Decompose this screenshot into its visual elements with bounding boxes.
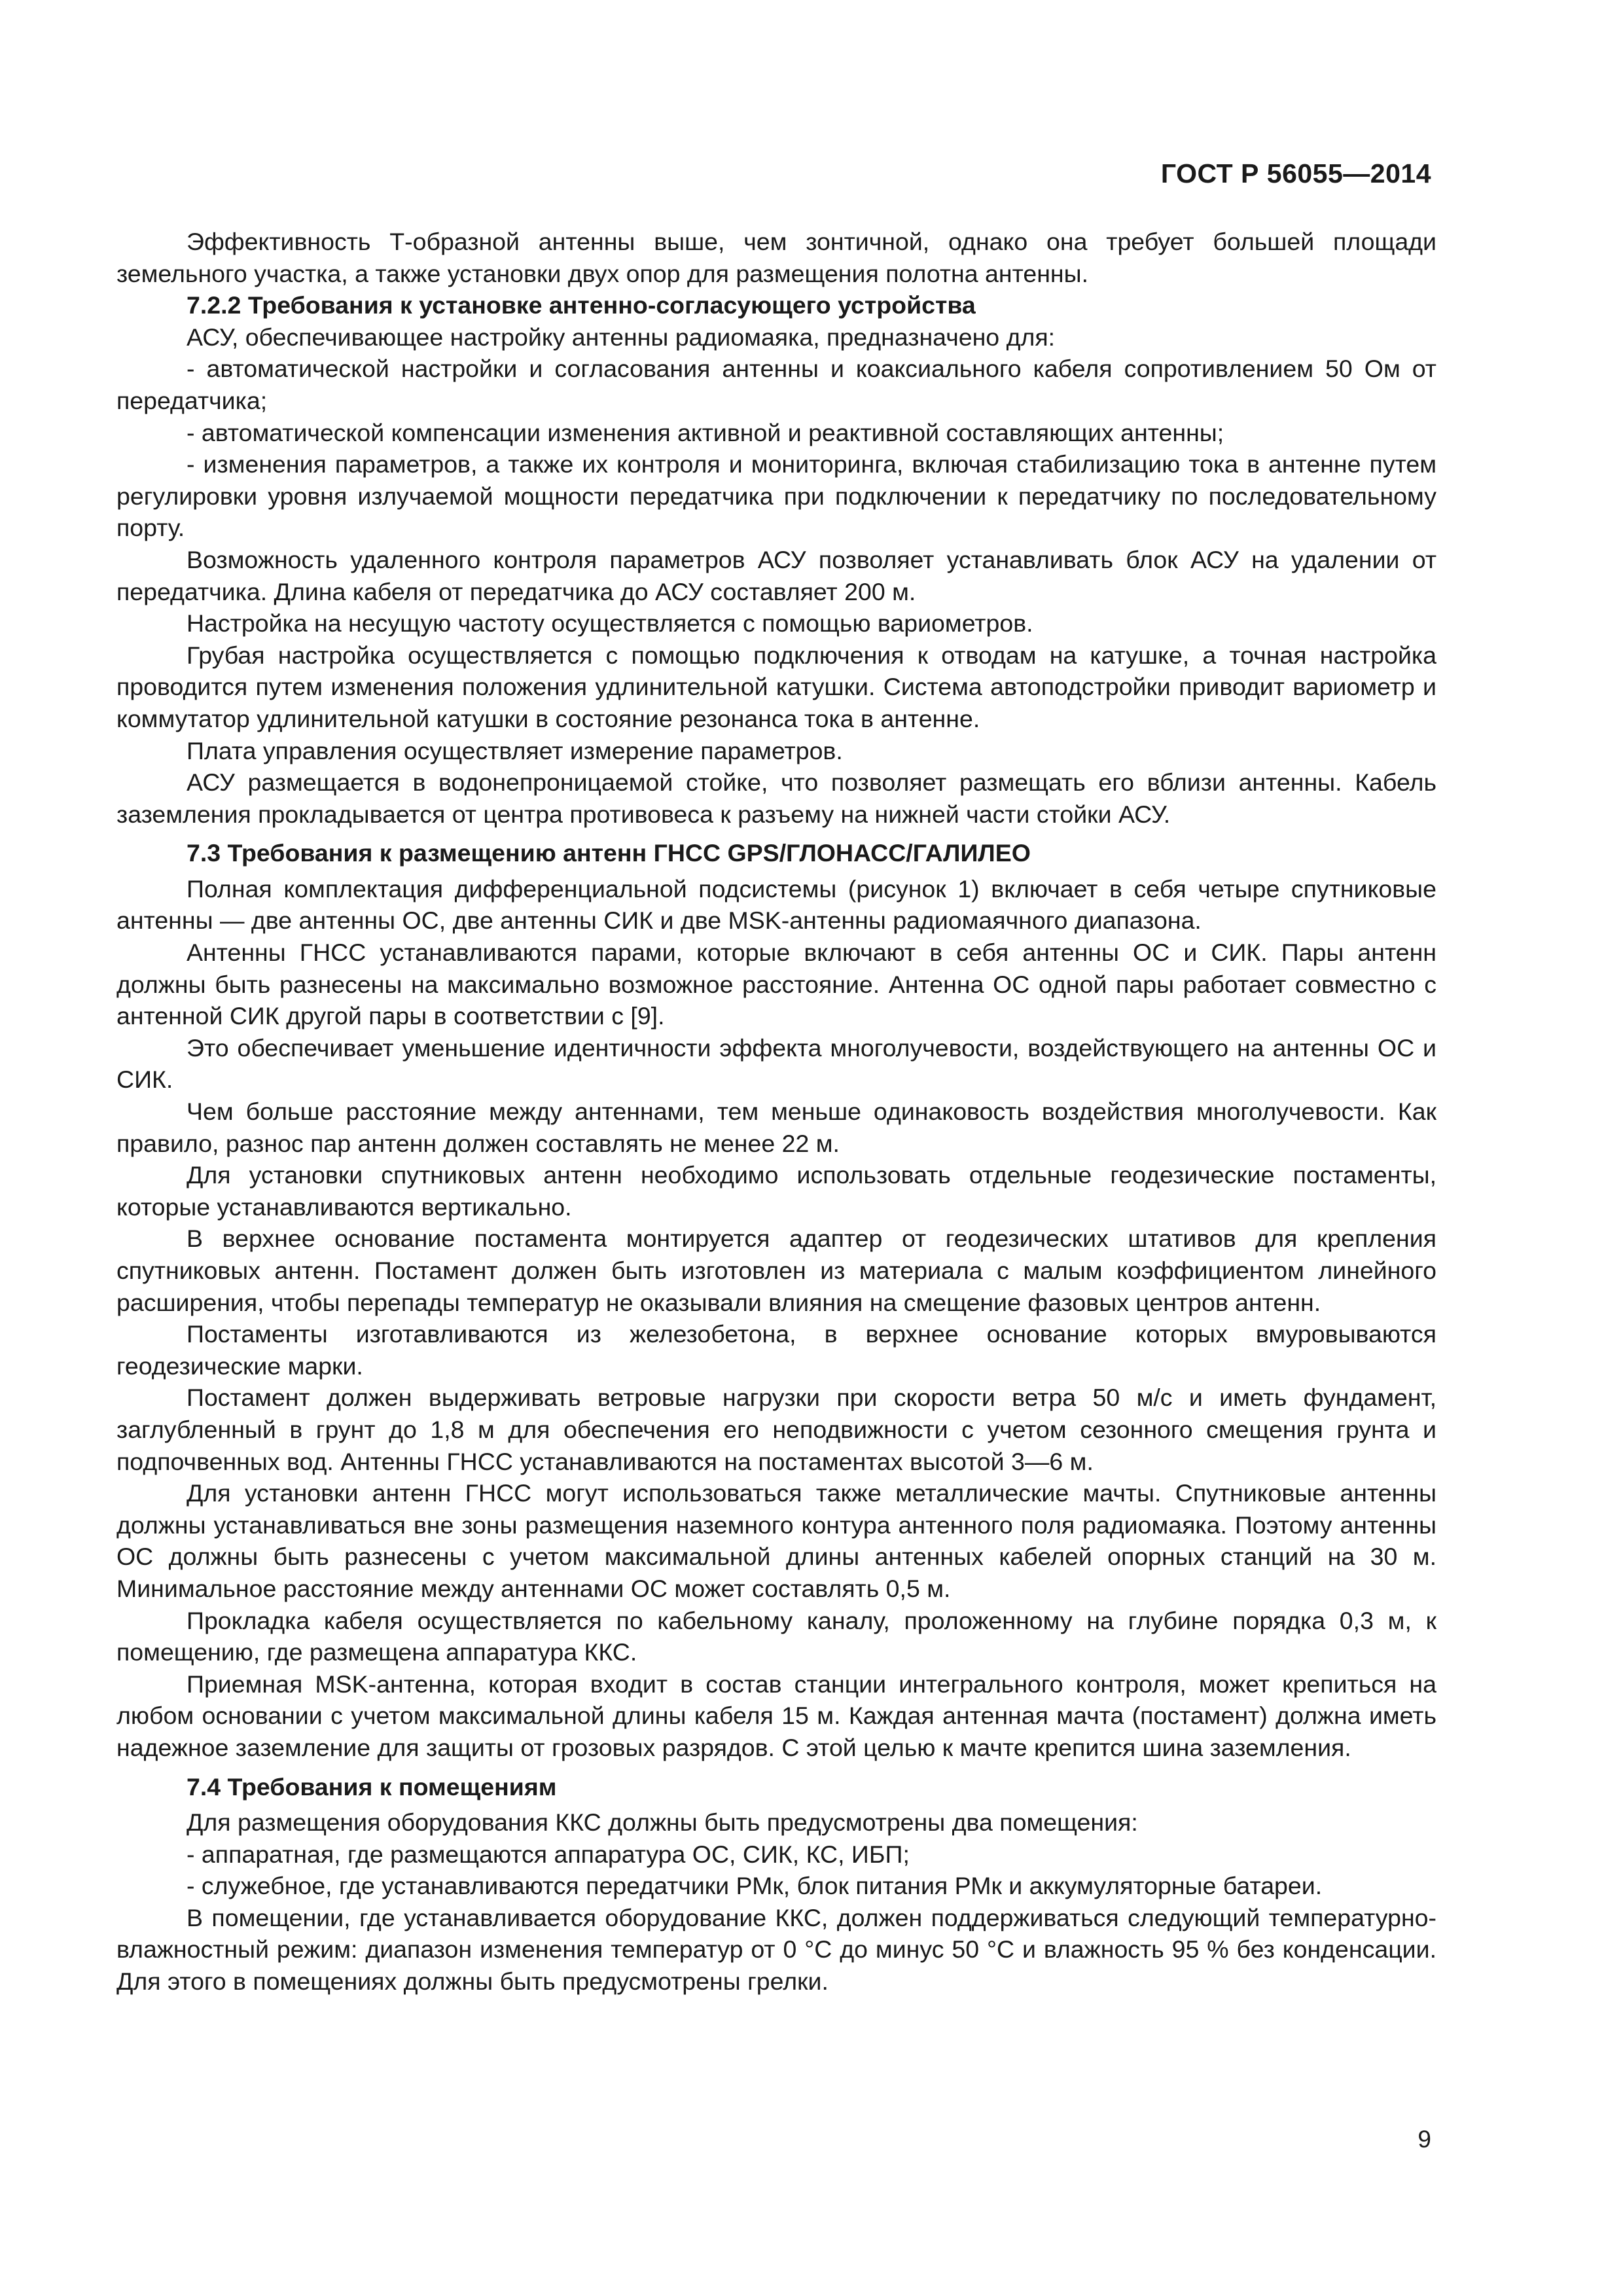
paragraph: Прокладка кабеля осуществляется по кабельному каналу, проложенному на глубине порядка 0,3 м, к помещению, где размещена аппаратура ККС. [116,1606,1436,1666]
paragraph: Антенны ГНСС устанавливаются парами, которые включают в себя антенны ОС и СИК. Пары антенн должны быть разнесены на максимально возможное расстояние. Антенна ОС одной пары работает совместно с антенной СИК другой пары в соответствии с [9]. [116,939,1436,1030]
paragraph: АСУ размещается в водонепроницаемой стойке, что позволяет размещать его вблизи антенны. Кабель заземления прокладывается от центра противовеса к разъему на нижней части стойки АСУ. [116,768,1436,828]
list-item: - служебное, где устанавливаются передатчики РМк, блок питания РМк и аккумуляторные батареи. [187,1872,1323,1900]
paragraph: Для установки антенн ГНСС могут использоваться также металлические мачты. Спутниковые антенны должны устанавливаться вне зоны размещения наземного контура антенного поля радиомаяка. Поэтому антенны ОС должны быть разнесены с учетом максимальной длины антенных кабелей опорных станций на 30 м. Минимальное расстояние между антеннами ОС может составлять 0,5 м. [116,1479,1436,1602]
list-item: - автоматической настройки и согласования антенны и коаксиального кабеля сопротивлением 50 Ом от передатчика; [116,355,1436,414]
paragraph: Постамент должен выдерживать ветровые нагрузки при скорости ветра 50 м/с и иметь фундамент, заглубленный в грунт до 1,8 м для обеспечения его неподвижности с учетом сезонного смещения грунта и подпочвенных вод. Антенны ГНСС устанавливаются на постаментах высотой 3—6 м. [116,1384,1436,1475]
section-heading-7-4: 7.4 Требования к помещениям [187,1772,557,1801]
paragraph: В помещении, где устанавливается оборудование ККС, должен поддерживаться следующий температурно-влажностный режим: диапазон изменения температур от 0 °С до минус 50 °С и влажность 95 % без конденсации. Для этого в помещениях должны быть предусмотрены грелки. [116,1903,1436,1996]
paragraph: Чем больше расстояние между антеннами, тем меньше одинаковость воздействия многолучевости. Как правило, разнос пар антенн должен составлять не менее 22 м. [116,1098,1436,1157]
paragraph: В верхнее основание постамента монтируется адаптер от геодезических штативов для крепления спутниковых антенн. Постамент должен быть изготовлен из материала с малым коэффициентом линейного расширения, чтобы перепады температур не оказывали влияния на смещение фазовых центров антенн. [116,1225,1436,1316]
paragraph: Приемная MSK-антенна, которая входит в состав станции интегрального контроля, может крепиться на любом основании с учетом максимальной длины кабеля 15 м. Каждая антенная мачта (постамент) должна иметь надежное заземление для защиты от грозовых разрядов. С этой целью к мачте крепится шина заземления. [116,1670,1436,1761]
paragraph: Постаменты изготавливаются из железобетона, в верхнее основание которых вмуровываются геодезические марки. [116,1320,1436,1380]
page-number: 9 [1418,2126,1431,2153]
paragraph: Полная комплектация дифференциальной подсистемы (рисунок 1) включает в себя четыре спутниковые антенны — две антенны ОС, две антенны СИК и две MSK-антенны радиомаячного диапазона. [116,874,1436,935]
paragraph: Это обеспечивает уменьшение идентичности эффекта многолучевости, воздействующего на антенны ОС и СИК. [116,1033,1436,1094]
paragraph: Возможность удаленного контроля параметров АСУ позволяет устанавливать блок АСУ на удалении от передатчика. Длина кабеля от передатчика до АСУ составляет 200 м. [116,545,1436,605]
paragraph: Плата управления осуществляет измерение параметров. [187,736,843,764]
paragraph: Грубая настройка осуществляется с помощью подключения к отводам на катушке, а точная настройка проводится путем изменения положения удлинительной катушки. Система автоподстройки приводит вариометр и коммутатор удлинительной катушки в состояние резонанса тока в антенне. [116,641,1436,732]
section-heading-7-2-2: 7.2.2 Требования к установке антенно-согласующего устройства [187,291,976,319]
list-item: - аппаратная, где размещаются аппаратура ОС, СИК, КС, ИБП; [187,1840,910,1868]
paragraph: Для размещения оборудования ККС должны быть предусмотрены два помещения: [187,1808,1138,1837]
section-heading-7-3: 7.3 Требования к размещению антенн ГНСС GPS/ГЛОНАСС/ГАЛИЛЕО [187,839,1031,867]
paragraph: АСУ, обеспечивающее настройку антенны радиомаяка, предназначено для: [187,323,1056,351]
document-header-gost-id: ГОСТ Р 56055—2014 [1160,158,1431,188]
paragraph: Для установки спутниковых антенн необходимо использовать отдельные геодезические постаменты, которые устанавливаются вертикально. [116,1161,1436,1221]
list-item: - изменения параметров, а также их контроля и мониторинга, включая стабилизацию тока в антенне путем регулировки уровня излучаемой мощности передатчика при подключении к передатчику по последовательному порту. [116,450,1436,542]
paragraph: Настройка на несущую частоту осуществляется с помощью вариометров. [187,609,1033,637]
document-body [116,226,1436,1998]
list-item: - автоматической компенсации изменения активной и реактивной составляющих антенны; [187,418,1224,446]
paragraph: Эффективность Т-образной антенны выше, чем зонтичной, однако она требует большей площади земельного участка, а также установки двух опор для размещения полотна антенны. [116,228,1436,287]
